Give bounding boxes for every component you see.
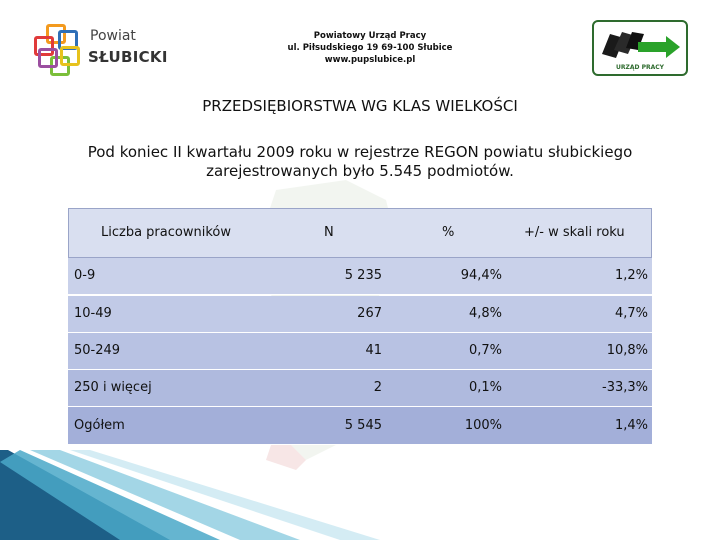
page-subtitle — [60, 143, 660, 181]
subtitle-line-1: Pod koniec II kwartału 2009 roku w rejestrze REGON powiatu słubickiego — [87, 143, 633, 161]
office-website: www.pupslubice.pl — [324, 55, 416, 65]
urzad-pracy-logo — [592, 20, 688, 76]
logo-text-slubicki: SŁUBICKI — [88, 48, 168, 66]
table-row-total — [68, 407, 652, 445]
cell-class: 0-9 — [74, 268, 96, 283]
header-n: N — [324, 225, 334, 240]
logo-square-purple — [38, 48, 58, 68]
urzad-pracy-emblem-icon — [594, 24, 686, 68]
cell-percent: 0,1% — [468, 380, 502, 395]
office-info — [260, 30, 480, 66]
cell-change: 4,7% — [614, 306, 648, 321]
table-row — [68, 370, 652, 407]
cell-percent: 94,4% — [460, 268, 502, 283]
cell-n: 2 — [373, 380, 382, 395]
header-change: +/- w skali roku — [524, 225, 625, 240]
cell-percent: 0,7% — [468, 343, 502, 358]
urzad-pracy-caption: URZĄD PRACY — [616, 64, 664, 71]
table-row — [68, 296, 652, 333]
decorative-wave-bars-icon — [0, 450, 720, 540]
cell-change: 1,4% — [614, 418, 648, 433]
logo-square-yellow — [60, 46, 80, 66]
page-title: PRZEDSIĘBIORSTWA WG KLAS WIELKOŚCI — [202, 97, 518, 115]
table-header — [68, 208, 652, 258]
office-address: ul. Piłsudskiego 19 69-100 Słubice — [287, 43, 453, 53]
subtitle-line-2: zarejestrowanych było 5.545 podmiotów. — [206, 162, 514, 180]
cell-percent: 4,8% — [468, 306, 502, 321]
cell-n: 5 545 — [344, 418, 382, 433]
logo-text-powiat: Powiat — [90, 28, 136, 44]
office-name: Powiatowy Urząd Pracy — [313, 31, 427, 41]
cell-class: 250 i więcej — [74, 380, 152, 395]
cell-percent: 100% — [464, 418, 502, 433]
table-row — [68, 258, 652, 295]
table-row — [68, 333, 652, 370]
cell-class: 10-49 — [74, 306, 112, 321]
cell-change: 10,8% — [606, 343, 648, 358]
cell-n: 41 — [365, 343, 382, 358]
cell-change: -33,3% — [602, 380, 648, 395]
powiat-logo — [30, 18, 172, 80]
cell-class: Ogółem — [74, 418, 125, 433]
cell-class: 50-249 — [74, 343, 121, 358]
header-liczba-pracownikow: Liczba pracowników — [101, 225, 231, 240]
cell-change: 1,2% — [614, 268, 648, 283]
cell-n: 5 235 — [344, 268, 382, 283]
cell-n: 267 — [357, 306, 382, 321]
header-percent: % — [442, 225, 455, 240]
